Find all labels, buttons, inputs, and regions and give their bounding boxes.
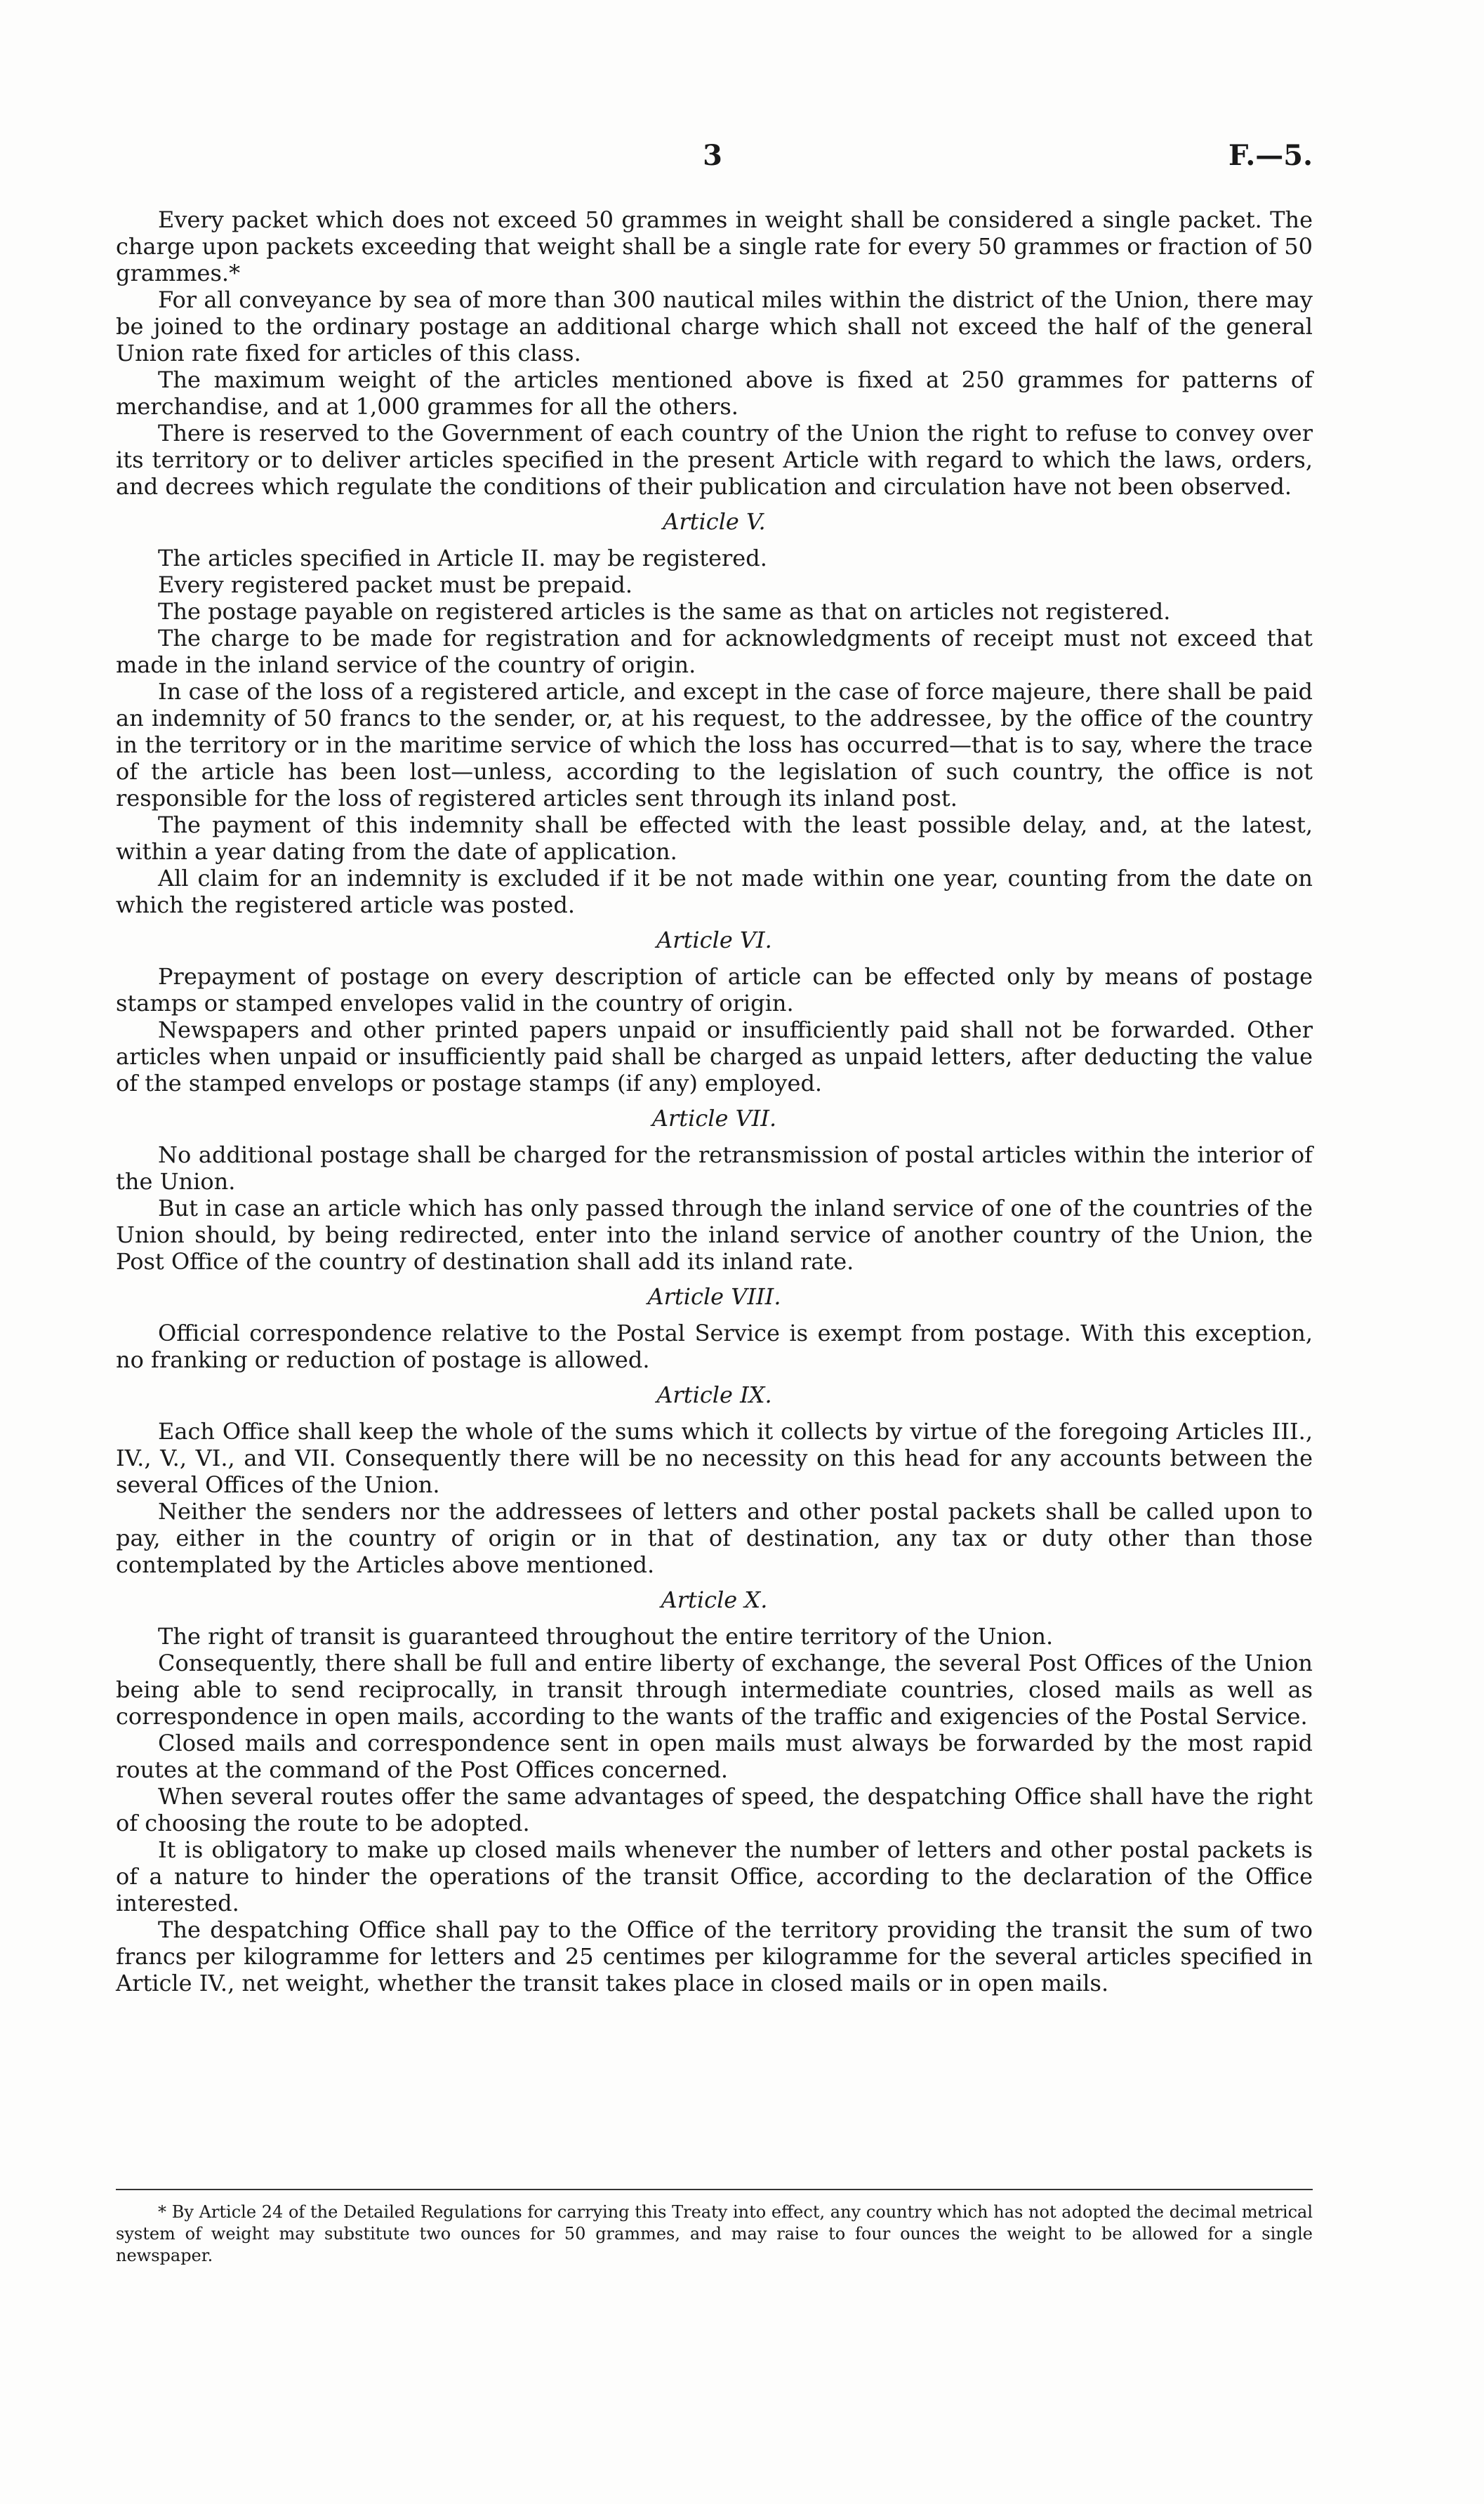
paragraph: In case of the loss of a registered article, and except in the case of force majeure, there shall be paid an indemnity of 50 francs to the sender, or, at his request, to the addressee, by the office of the country in the territory or in the maritime service of which the loss has occurred—that is to say, where the trace of the article has been lost—unless, according to the legislation of such country, the office is not responsible for the loss of registered articles sent through its inland post. bbox=[116, 678, 1313, 812]
paragraph: Every registered packet must be prepaid. bbox=[158, 571, 632, 598]
article-vi bbox=[116, 927, 1313, 1097]
paragraph: The charge to be made for registration and for acknowledgments of receipt must not exceed that made in the inland service of the country of origin. bbox=[116, 625, 1313, 678]
article-heading: Article VIII. bbox=[647, 1283, 781, 1310]
paragraph: No additional postage shall be charged for the retransmission of postal articles within the interior of the Union. bbox=[116, 1141, 1313, 1195]
paragraph: All claim for an indemnity is excluded if it be not made within one year, counting from the date on which the registered article was posted. bbox=[116, 865, 1313, 918]
paragraph: Closed mails and correspondence sent in open mails must always be forwarded by the most rapid routes at the command of the Post Offices concerned. bbox=[116, 1730, 1313, 1783]
page-number: 3 bbox=[703, 139, 722, 172]
document-code: F.—5. bbox=[1228, 139, 1313, 172]
paragraph: The maximum weight of the articles mentioned above is fixed at 250 grammes for patterns of merchandise, and at 1,000 grammes for all the others. bbox=[116, 366, 1313, 420]
footnote: * By Article 24 of the Detailed Regulations for carrying this Treaty into effect, any country which has not adopted the decimal metrical system of weight may substitute two ounces for 50 grammes, and may raise to four ounces the weight to be allowed for a single newspaper. bbox=[116, 2202, 1313, 2265]
paragraph: When several routes offer the same advantages of speed, the despatching Office shall have the right of choosing the route to be adopted. bbox=[116, 1783, 1313, 1836]
footnote-divider bbox=[116, 2189, 1313, 2190]
paragraph: Neither the senders nor the addressees of letters and other postal packets shall be called upon to pay, either in the country of origin or in that of destination, any tax or duty other than those contemplated by the Articles above mentioned. bbox=[116, 1498, 1313, 1578]
body-text bbox=[116, 206, 1313, 1996]
paragraph: The right of transit is guaranteed throughout the entire territory of the Union. bbox=[158, 1623, 1054, 1650]
article-heading: Article V. bbox=[663, 508, 766, 535]
paragraph: Each Office shall keep the whole of the sums which it collects by virtue of the foregoing Articles III., IV., V., VI., and VII. Consequently there will be no necessity on this head for any accounts between the several Offices of the Union. bbox=[116, 1418, 1313, 1498]
paragraph: The postage payable on registered articles is the same as that on articles not registered. bbox=[158, 598, 1171, 625]
paragraph: For all conveyance by sea of more than 300 nautical miles within the district of the Union, there may be joined to the ordinary postage an additional charge which shall not exceed the half of the general Union rate fixed for articles of this class. bbox=[116, 286, 1313, 366]
article-ix bbox=[116, 1382, 1313, 1578]
article-v bbox=[116, 508, 1313, 918]
article-iv-continuation bbox=[116, 206, 1313, 500]
article-viii bbox=[116, 1283, 1313, 1373]
article-heading: Article VII. bbox=[651, 1105, 777, 1132]
page-header bbox=[112, 139, 1313, 188]
paragraph: The payment of this indemnity shall be effected with the least possible delay, and, at the latest, within a year dating from the date of application. bbox=[116, 812, 1313, 865]
paragraph: But in case an article which has only passed through the inland service of one of the countries of the Union should, by being redirected, enter into the inland service of another country of the Union, the Post Office of the country of destination shall add its inland rate. bbox=[116, 1195, 1313, 1275]
paragraph: Every packet which does not exceed 50 grammes in weight shall be considered a single packet. The charge upon packets exceeding that weight shall be a single rate for every 50 grammes or fraction of 50 grammes.* bbox=[116, 206, 1313, 286]
paragraph: There is reserved to the Government of each country of the Union the right to refuse to convey over its territory or to deliver articles specified in the present Article with regard to which the laws, orders, and decrees which regulate the conditions of their publication and circulation have not been observed. bbox=[116, 420, 1313, 500]
article-x bbox=[116, 1586, 1313, 1996]
paragraph: Newspapers and other printed papers unpaid or insufficiently paid shall not be forwarded. Other articles when unpaid or insufficiently paid shall be charged as unpaid letters, after deducting the value of the stamped envelops or postage stamps (if any) employed. bbox=[116, 1016, 1313, 1097]
paragraph: Consequently, there shall be full and entire liberty of exchange, the several Post Offices of the Union being able to send reciprocally, in transit through intermediate countries, closed mails as well as correspondence in open mails, according to the wants of the traffic and exigencies of the Postal Service. bbox=[116, 1650, 1313, 1730]
paragraph: The despatching Office shall pay to the Office of the territory providing the transit the sum of two francs per kilogramme for letters and 25 centimes per kilogramme for the several articles specified in Article IV., net weight, whether the transit takes place in closed mails or in open mails. bbox=[116, 1916, 1313, 1996]
paragraph: Prepayment of postage on every description of article can be effected only by means of postage stamps or stamped envelopes valid in the country of origin. bbox=[116, 963, 1313, 1016]
article-vii bbox=[116, 1105, 1313, 1275]
paragraph: Official correspondence relative to the Postal Service is exempt from postage. With this exception, no franking or reduction of postage is allowed. bbox=[116, 1320, 1313, 1373]
paragraph: It is obligatory to make up closed mails whenever the number of letters and other postal packets is of a nature to hinder the operations of the transit Office, according to the declaration of the Office interested. bbox=[116, 1836, 1313, 1916]
paragraph: The articles specified in Article II. may be registered. bbox=[158, 545, 767, 571]
article-heading: Article VI. bbox=[656, 927, 772, 953]
article-heading: Article IX. bbox=[656, 1382, 772, 1408]
article-heading: Article X. bbox=[661, 1586, 768, 1613]
